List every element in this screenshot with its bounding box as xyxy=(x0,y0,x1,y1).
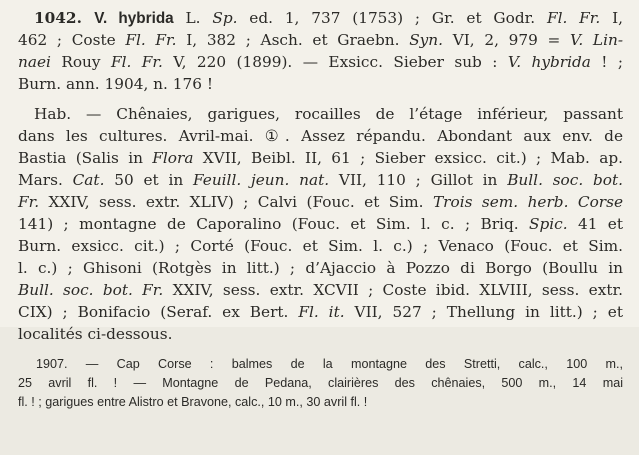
habitat-line-6: 141) ; montagne de Caporalino (Fouc. et Sim. l. c. ; Briq. Spic. 41 et xyxy=(18,215,624,233)
habitat-line-2: dans les cultures. Avril-mai. ①. Assez répandu. Abondant aux env. de xyxy=(18,127,623,145)
habitat-line-4: Mars. Cat. 50 et in Feuill. jeun. nat. VII, 110 ; Gillot in Bull. soc. bot. xyxy=(18,171,623,189)
entry-line-3: naei Rouy Fl. Fr. V, 220 (1899). — Exsicc. Sieber sub : V. hybrida ! ; xyxy=(18,53,624,71)
habitat-line-10: CIX) ; Bonifacio (Seraf. ex Bert. Fl. it. VII, 527 ; Thellung in litt.) ; et xyxy=(18,303,623,321)
habitat-line-3: Bastia (Salis in Flora XVII, Beibl. II, 61 ; Sieber exsicc. cit.) ; Mab. ap. xyxy=(18,149,623,167)
habitat-line-8: l. c.) ; Ghisoni (Rotgès in litt.) ; d’Ajaccio à Pozzo di Borgo (Boullu in xyxy=(18,259,623,277)
habitat-line-5: Fr. XXIV, sess. extr. XLIV) ; Calvi (Fouc. et Sim. Trois sem. herb. Corse xyxy=(18,193,624,211)
observation-line-3: fl. ! ; garigues entre Alistro et Bravone, calc., 10 m., 30 avril fl. ! xyxy=(18,395,368,409)
observation-line-2: 25 avril fl. ! — Montagne de Pedana, clairières des chênaies, 500 m., 14 mai xyxy=(18,376,623,390)
habitat-line-1: Hab. — Chênaies, garigues, rocailles de l’étage inférieur, passant xyxy=(34,105,623,123)
entry-line-1: 1042. V. hybrida L. Sp. ed. 1, 737 (1753) ; Gr. et Godr. Fl. Fr. I, xyxy=(34,9,623,27)
entry-line-4: Burn. ann. 1904, n. 176 ! xyxy=(18,75,213,93)
entry-line-2: 462 ; Coste Fl. Fr. I, 382 ; Asch. et Graebn. Syn. VI, 2, 979 = V. Lin- xyxy=(18,31,624,49)
habitat-line-11: localités ci-dessous. xyxy=(18,325,173,343)
observation-line-1: 1907. — Cap Corse : balmes de la montagne des Stretti, calc., 100 m., xyxy=(36,357,623,371)
habitat-line-7: Burn. exsicc. cit.) ; Corté (Fouc. et Sim. l. c.) ; Venaco (Fouc. et Sim. xyxy=(18,237,623,255)
species-name: V. hybrida xyxy=(94,10,174,27)
habitat-line-9: Bull. soc. bot. Fr. XXIV, sess. extr. XCVII ; Coste ibid. XLVIII, sess. extr. xyxy=(18,281,623,299)
